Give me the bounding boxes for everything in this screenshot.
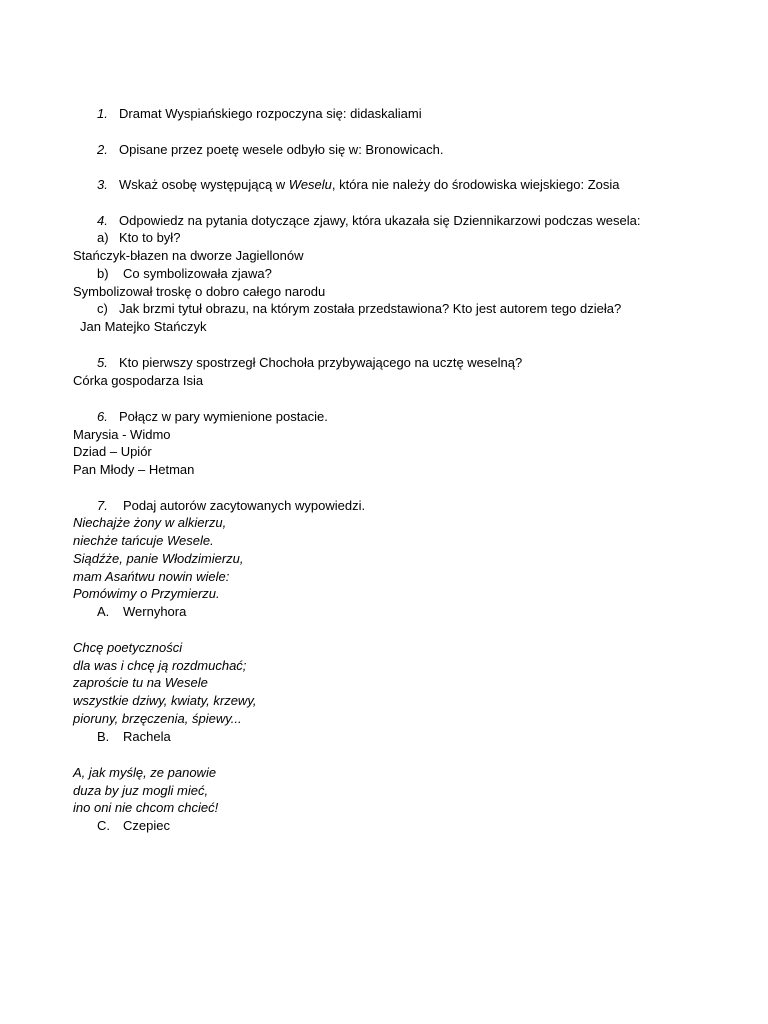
question-number: 2. — [97, 142, 108, 157]
question-number: 1. — [97, 106, 108, 121]
quote-line: Chcę poetyczności — [73, 640, 183, 655]
question-number: 7. — [97, 498, 108, 513]
sub-question-text: Kto to był? — [119, 230, 181, 245]
answer-text: Wernyhora — [123, 604, 187, 619]
pair-item: Marysia - Widmo — [73, 427, 171, 442]
quote-line: pioruny, brzęczenia, śpiewy... — [73, 711, 242, 726]
answer-a-row — [97, 603, 186, 621]
quote-line: mam Asańtwu nowin wiele: — [73, 569, 230, 584]
question-text: Opisane przez poetę wesele odbyło się w: Bronowicach. — [119, 142, 444, 157]
question-1 — [97, 105, 422, 123]
answer-a: Stańczyk-błazen na dworze Jagiellonów — [73, 248, 304, 263]
sub-question-text: Co symbolizowała zjawa? — [123, 266, 272, 281]
quote-line: Niechajże żony w alkierzu, — [73, 515, 227, 530]
quote-line: ino oni nie chcom chcieć! — [73, 800, 219, 815]
question-3 — [97, 176, 620, 194]
question-text: Połącz w pary wymienione postacie. — [119, 409, 328, 424]
answer-label: B. — [97, 729, 110, 744]
answer-b: Symbolizował troskę o dobro całego narodu — [73, 284, 326, 299]
sub-question-label: a) — [97, 230, 109, 245]
answer-b-row — [97, 728, 171, 746]
question-text: Odpowiedz na pytania dotyczące zjawy, która ukazała się Dziennikarzowi podczas wesela: — [119, 213, 641, 228]
question-5 — [97, 354, 522, 372]
sub-question-label: c) — [97, 301, 108, 316]
sub-question-text: Jak brzmi tytuł obrazu, na którym została przedstawiona? Kto jest autorem tego dzieła? — [119, 301, 622, 316]
question-number: 4. — [97, 213, 108, 228]
quote-line: Pomówimy o Przymierzu. — [73, 586, 220, 601]
question-text-italic: Weselu — [288, 177, 332, 192]
question-text-post: , która nie należy do środowiska wiejskiego: Zosia — [331, 177, 620, 192]
sub-question-a — [97, 229, 180, 247]
quote-line: wszystkie dziwy, kwiaty, krzewy, — [73, 693, 257, 708]
question-number: 5. — [97, 355, 108, 370]
question-text-pre: Wskaż osobę występującą w — [119, 177, 289, 192]
answer-label: A. — [97, 604, 110, 619]
question-4 — [97, 212, 640, 230]
quote-line: duza by juz mogli mieć, — [73, 783, 209, 798]
answer-5: Córka gospodarza Isia — [73, 373, 204, 388]
question-2 — [97, 141, 443, 159]
question-7 — [97, 497, 365, 515]
question-number: 6. — [97, 409, 108, 424]
question-text: Kto pierwszy spostrzegł Chochoła przybywającego na ucztę weselną? — [119, 355, 523, 370]
question-6 — [97, 408, 328, 426]
pair-item: Pan Młody – Hetman — [73, 462, 195, 477]
answer-text: Rachela — [123, 729, 171, 744]
quote-line: A, jak myślę, ze panowie — [73, 765, 217, 780]
answer-label: C. — [97, 818, 110, 833]
sub-question-label: b) — [97, 266, 109, 281]
quote-line: niechże tańcuje Wesele. — [73, 533, 214, 548]
pair-item: Dziad – Upiór — [73, 444, 152, 459]
answer-text: Czepiec — [123, 818, 170, 833]
question-text: Dramat Wyspiańskiego rozpoczyna się: didaskaliami — [119, 106, 422, 121]
answer-c-row — [97, 817, 170, 835]
question-text: Podaj autorów zacytowanych wypowiedzi. — [123, 498, 366, 513]
sub-question-b — [97, 265, 272, 283]
question-number: 3. — [97, 177, 108, 192]
answer-c: Jan Matejko Stańczyk — [80, 319, 207, 334]
sub-question-c — [97, 300, 621, 318]
quote-line: zaproście tu na Wesele — [73, 675, 208, 690]
quote-line: Siądźże, panie Włodzimierzu, — [73, 551, 244, 566]
quote-line: dla was i chcę ją rozdmuchać; — [73, 658, 247, 673]
